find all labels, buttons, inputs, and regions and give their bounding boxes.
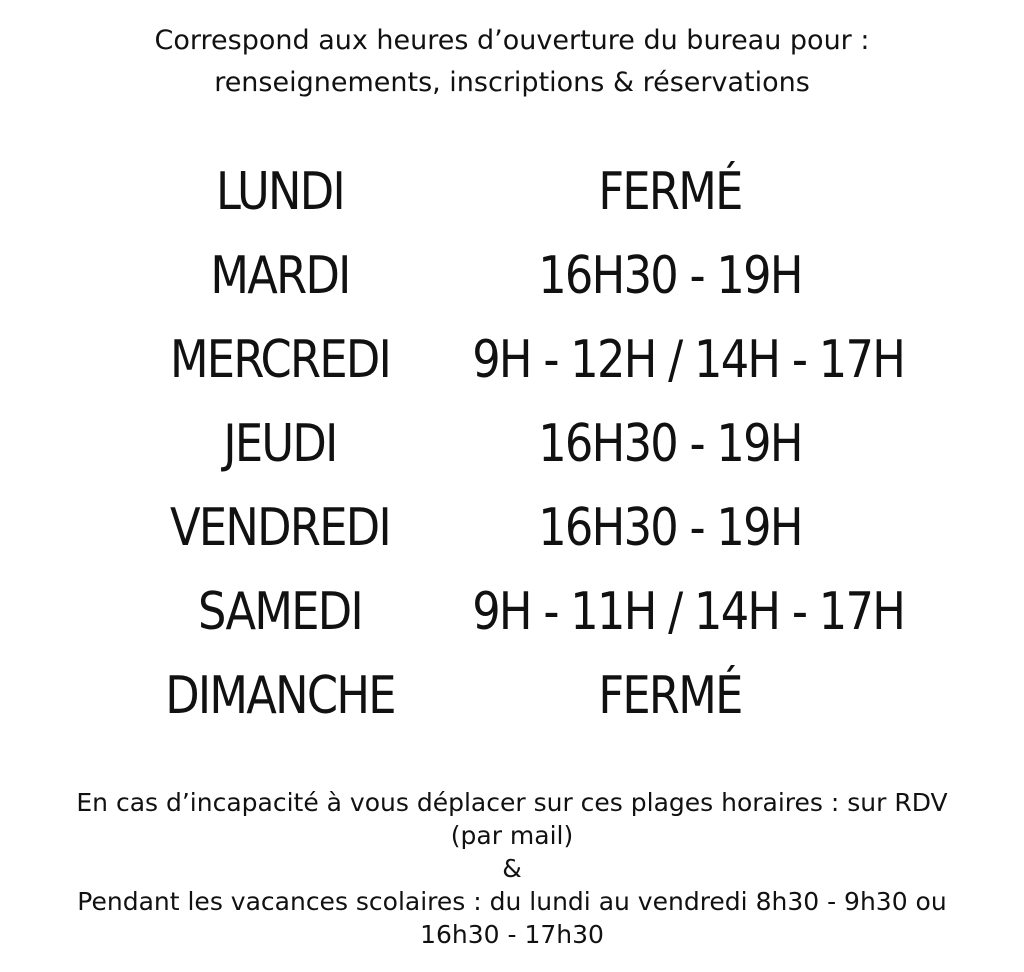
- schedule-row-samedi: [0, 570, 1024, 654]
- intro-line-1: Correspond aux heures d’ouverture du bureau pour :: [154, 25, 870, 56]
- schedule-row-mardi: [0, 234, 1024, 318]
- day-label: MARDI: [210, 246, 350, 306]
- hours-value: 16H30 - 19H: [538, 498, 802, 558]
- schedule-row-mercredi: [0, 318, 1024, 402]
- schedule-row-dimanche: [0, 654, 1024, 738]
- intro-line-2: renseignements, inscriptions & réservations: [214, 67, 810, 98]
- notes-line-2: (par mail): [450, 821, 574, 850]
- notes-line-1: En cas d’incapacité à vous déplacer sur ces plages horaires : sur RDV: [76, 788, 948, 817]
- hours-value: 16H30 - 19H: [538, 414, 802, 474]
- day-label: VENDREDI: [170, 498, 390, 558]
- day-label: JEUDI: [223, 414, 337, 474]
- notes-line-3: &: [502, 854, 522, 883]
- hours-value: 9H - 12H / 14H - 17H: [472, 330, 905, 390]
- day-label: MERCREDI: [169, 330, 391, 390]
- day-label: DIMANCHE: [165, 666, 395, 726]
- hours-value: FERMÉ: [598, 666, 742, 726]
- day-label: SAMEDI: [198, 582, 362, 642]
- schedule-row-jeudi: [0, 402, 1024, 486]
- hours-value: 16H30 - 19H: [538, 246, 802, 306]
- schedule-row-lundi: [0, 150, 1024, 234]
- hours-value: FERMÉ: [598, 162, 742, 222]
- day-label: LUNDI: [216, 162, 344, 222]
- notes-line-4: Pendant les vacances scolaires : du lundi au vendredi 8h30 - 9h30 ou: [77, 887, 947, 916]
- intro-text: [0, 20, 1024, 104]
- notes-text: [0, 786, 1024, 951]
- notes-line-5: 16h30 - 17h30: [420, 920, 604, 949]
- opening-hours-table: [0, 150, 1024, 738]
- hours-value: 9H - 11H / 14H - 17H: [472, 582, 905, 642]
- schedule-row-vendredi: [0, 486, 1024, 570]
